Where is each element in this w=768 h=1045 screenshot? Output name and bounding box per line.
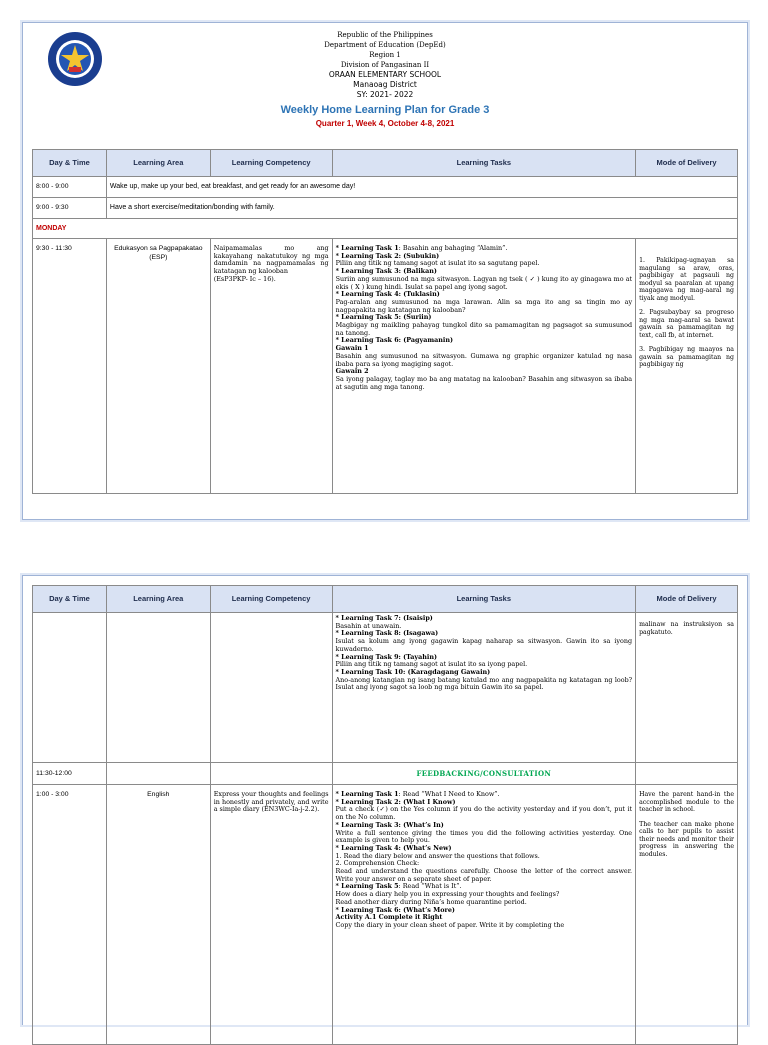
- activity-heading: Gawain 2: [335, 367, 369, 376]
- document-page-1: [22, 22, 748, 520]
- day-label: MONDAY: [33, 219, 738, 239]
- empty-cell: [210, 763, 332, 785]
- table-row: [33, 785, 738, 1045]
- task-label: * Learning Task 10: (Karagdagang Gawain): [335, 667, 491, 676]
- mode-item: 3. Pagbibigay ng maayos na gawain sa pamamagitan ng pagbibigay ng: [639, 346, 734, 368]
- table-row: [33, 177, 738, 198]
- task-instruction: : Read “What I Need to Know”.: [398, 790, 500, 798]
- tasks-cell: [332, 785, 636, 1045]
- competency-text: Naipamamalas mo ang kakayahang nakatutukoy ng mga damdamin na nagpamamalas ng katatagan ng kalooban: [213, 244, 329, 276]
- mode-item: 2. Pagsubaybay sa progreso ng mga mag-aaral sa bawat gawain sa pamamagitan ng text, call fb, at internet.: [639, 309, 734, 339]
- col-mode-of-delivery: Mode of Delivery: [636, 586, 738, 613]
- task-text: Piliin ang titik ng tamang sagot at isulat ito sa iyong papel.: [335, 660, 528, 669]
- table-header-row: [33, 150, 738, 177]
- learning-area-cell: English: [106, 785, 210, 1045]
- activity-cell: Have a short exercise/meditation/bonding with family.: [106, 198, 737, 219]
- task-text: Isulat sa kolum ang iyong gagawin kapag naharap sa sitwasyon. Gawin ito sa iyong kuwaderno.: [335, 637, 633, 653]
- table-row: [33, 198, 738, 219]
- school-name: ORAAN ELEMENTARY SCHOOL: [328, 70, 442, 79]
- table-header-row: [33, 586, 738, 613]
- competency-cell: [210, 613, 332, 763]
- competency-cell: Express your thoughts and feelings in honestly and privately, and write a simple diary (EN3WC-Ia-j-2.2).: [210, 785, 332, 1045]
- task-label: * Learning Task 1: [335, 244, 399, 252]
- district-line: Manaoag District: [353, 80, 417, 89]
- task-text: Basahin at unawain.: [335, 621, 402, 630]
- competency-code: (EsP3PKP- Ic – 16).: [213, 274, 276, 283]
- task-instruction: : Read “What is It”.: [398, 882, 462, 891]
- task-text: Piliin ang titik ng tamang sagot at isulat ito sa sagutang papel.: [335, 259, 540, 268]
- learning-area-cell: [106, 613, 210, 763]
- task-label: * Learning Task 5: [335, 882, 399, 891]
- task-text: 1. Read the diary below and answer the questions that follows.: [335, 851, 540, 860]
- task-label: * Learning Task 2: (Subukin): [335, 251, 440, 260]
- feedback-label: FEEDBACKING/CONSULTATION: [332, 763, 636, 785]
- learning-plan-table: [32, 149, 738, 494]
- region-line: Region 1: [369, 51, 401, 59]
- col-learning-area: Learning Area: [106, 150, 210, 177]
- task-text: Read another diary during Niña’s home quarantine period.: [335, 897, 527, 906]
- activity-heading: Activity A.1 Complete it Right: [335, 913, 443, 922]
- col-day-time: Day & Time: [33, 150, 107, 177]
- table-row: [33, 613, 738, 763]
- tasks-cell: [332, 239, 635, 494]
- col-learning-tasks: Learning Tasks: [332, 150, 635, 177]
- task-text: 2. Comprehension Check:: [335, 859, 420, 868]
- time-cell: [33, 613, 107, 763]
- quarter-line: Quarter 1, Week 4, October 4-8, 2021: [315, 119, 455, 128]
- time-cell: 9:00 - 9:30: [33, 198, 107, 219]
- empty-cell: [106, 763, 210, 785]
- task-label: * Learning Task 5: (Suriin): [335, 313, 432, 322]
- deped-seal-icon: [47, 31, 103, 87]
- time-cell: 9:30 - 11:30: [33, 239, 107, 494]
- task-label: * Learning Task 8: (Isagawa): [335, 629, 439, 638]
- plan-title: Weekly Home Learning Plan for Grade 3: [280, 104, 490, 116]
- task-text: How does a diary help you in expressing your thoughts and feelings?: [335, 890, 560, 899]
- col-learning-area: Learning Area: [106, 586, 210, 613]
- task-label: * Learning Task 6: (What’s More): [335, 905, 455, 914]
- task-label: * Learning Task 4: (What’s New): [335, 843, 452, 852]
- table-row: [33, 239, 738, 494]
- school-year: SY: 2021- 2022: [356, 90, 414, 99]
- task-instruction: : Basahin ang bahaging “Alamin”.: [398, 244, 508, 252]
- task-text: Magbigay ng maikling pahayag tungkol dito sa pamamagitan ng pagsagot sa sumusunod na tanong.: [335, 321, 633, 337]
- col-learning-tasks: Learning Tasks: [332, 586, 636, 613]
- task-label: * Learning Task 1: [335, 790, 399, 798]
- mode-cell: [636, 785, 738, 1045]
- task-text: Suriin ang sumusunod na mga sitwasyon. Lagyan ng tsek ( ✓ ) kung ito ay ginagawa mo at ekis ( X ) kung hindi. Isulat sa papel ang iyong sagot.: [335, 274, 633, 291]
- task-text: Basahin ang sumusunod na sitwasyon. Gumawa ng graphic organizer katulad ng nasa ibaba para sa iyong magiging sagot.: [335, 351, 633, 368]
- mode-cell: malinaw na instruksiyon sa pagkatuto.: [636, 613, 738, 763]
- empty-cell: [636, 763, 738, 785]
- task-label: * Learning Task 9: (Tayahin): [335, 652, 438, 661]
- mode-item: The teacher can make phone calls to her pupils to assist their needs and monitor their progress in answering the modules.: [639, 820, 734, 858]
- task-text: Put a check (✓) on the Yes column if you do the activity yesterday and if you don’t, put it on the No column.: [335, 805, 633, 822]
- time-cell: 1:00 - 3:00: [33, 785, 107, 1045]
- task-text: Sa iyong palagay, taglay mo ba ang matatag na kalooban? Basahin ang sitwasyon sa ibaba at sagutin ang mga tanong.: [335, 374, 633, 391]
- learning-plan-table-continued: [32, 585, 738, 1045]
- task-label: * Learning Task 4: (Tuklasin): [335, 290, 440, 299]
- task-text: Read and understand the questions carefully. Choose the letter of the correct answer. Write your answer on a separate sheet of paper.: [335, 867, 633, 883]
- col-learning-competency: Learning Competency: [210, 586, 332, 613]
- department-line: Department of Education (DepEd): [324, 41, 446, 49]
- col-day-time: Day & Time: [33, 586, 107, 613]
- letterhead: [23, 23, 747, 143]
- tasks-cell: [332, 613, 636, 763]
- task-label: * Learning Task 3: (Balikan): [335, 267, 437, 276]
- task-text: Write a full sentence giving the times you did the following activities yesterday. One example is given to help you.: [335, 828, 633, 845]
- task-text: Ano-anong katangian ng isang batang katulad mo ang nagpapakita ng katatagan ng loob? Isulat ang iyong sagot sa loob ng mga bituin Gawin ito sa papel.: [335, 675, 633, 692]
- country-line: Republic of the Philippines: [337, 31, 433, 39]
- mode-item: Have the parent hand-in the accomplished module to the teacher in school.: [639, 791, 734, 813]
- col-learning-competency: Learning Competency: [210, 150, 332, 177]
- learning-task-heading: [336, 337, 632, 345]
- mode-cell: [636, 239, 738, 494]
- day-row: [33, 219, 738, 239]
- time-cell: 11:30-12:00: [33, 763, 107, 785]
- mode-item: 1. Pakikipag-ugnayan sa magulang sa araw, oras, pagbibigay at pagsauli ng modyul sa paaralan at upang magagawa ng mag-aaral ng tiyak ang modyul.: [639, 257, 734, 302]
- task-label: * Learning Task 7: (Isaisip): [335, 614, 433, 622]
- task-text: Copy the diary in your clean sheet of paper. Write it by completing the: [335, 920, 565, 929]
- task-text: Pag-aralan ang sumusunod na mga larawan. Alin sa mga ito ang sa tingin mo ay nagpapakita ng katatagan ng kalooban?: [335, 297, 633, 314]
- competency-cell: [210, 239, 332, 494]
- task-label: * Learning Task 3: (What’s In): [335, 820, 444, 829]
- activity-heading: Gawain 1: [335, 344, 369, 353]
- time-cell: 8:00 - 9:00: [33, 177, 107, 198]
- task-label: * Learning Task 2: (What I Know): [335, 797, 456, 806]
- table-row: [33, 763, 738, 785]
- learning-area-cell: Edukasyon sa Pagpapakatao (ESP): [106, 239, 210, 494]
- division-line: Division of Pangasinan II: [340, 61, 430, 69]
- task-label: * Learning Task 6: (Pagyamanin): [335, 336, 453, 345]
- col-mode-of-delivery: Mode of Delivery: [636, 150, 738, 177]
- activity-cell: Wake up, make up your bed, eat breakfast, and get ready for an awesome day!: [106, 177, 737, 198]
- document-page-2: [22, 575, 748, 1025]
